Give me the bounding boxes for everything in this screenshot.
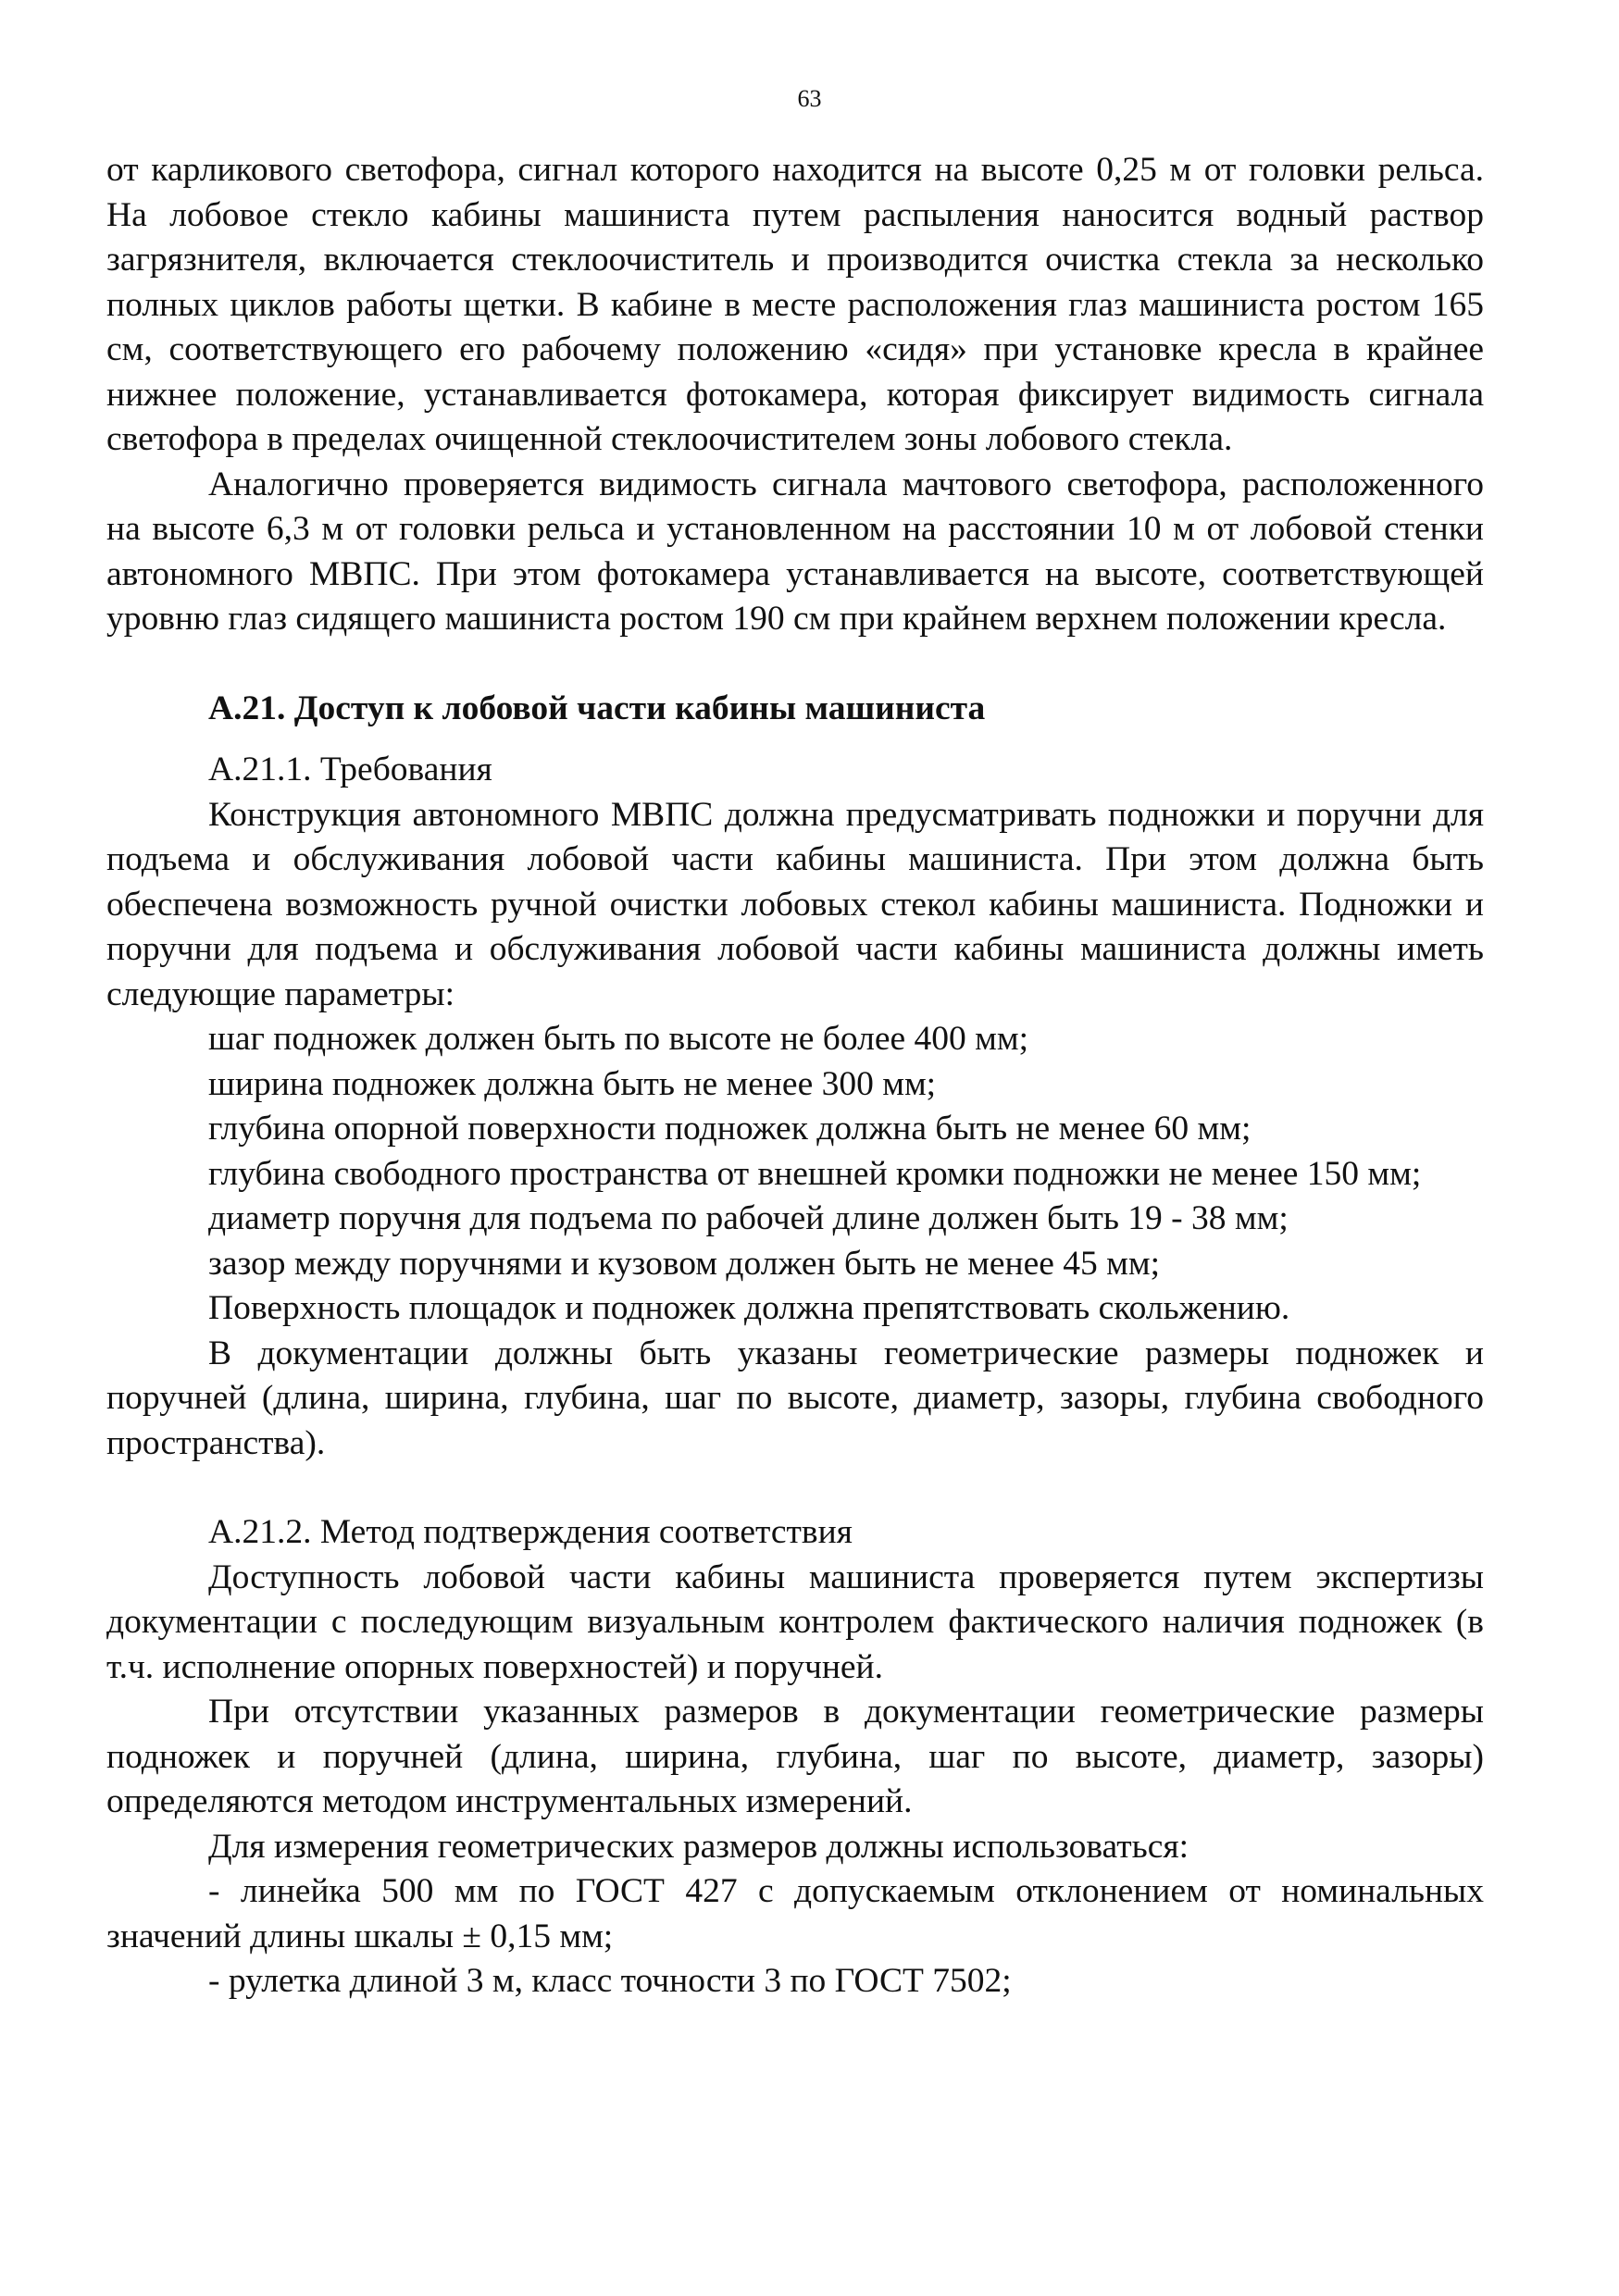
tool-item: - рулетка длиной 3 м, класс точности 3 по ГОСТ 7502; bbox=[208, 1962, 1012, 2000]
tool-item: - линейка 500 мм по ГОСТ 427 с допускаемым отклонением от номинальных значений длины шкалы ± 0,15 мм; bbox=[106, 1872, 1484, 1955]
section-heading: А.21. Доступ к лобовой части кабины машиниста bbox=[208, 689, 986, 727]
requirement-item: глубина свободного пространства от внешней кромки подножки не менее 150 мм; bbox=[208, 1154, 1422, 1193]
subsection-title: А.21.2. Метод подтверждения соответствия bbox=[208, 1513, 853, 1551]
page-number: 63 bbox=[797, 85, 822, 112]
paragraph: Доступность лобовой части кабины машиниста проверяется путем экспертизы документации с последующим визуальным контролем фактического наличия подножек (в т.ч. исполнение опорных поверхностей) и поручней. bbox=[106, 1558, 1484, 1686]
requirement-item: Поверхность площадок и подножек должна препятствовать скольжению. bbox=[208, 1289, 1290, 1327]
requirement-item: диаметр поручня для подъема по рабочей длине должен быть 19 - 38 мм; bbox=[208, 1199, 1289, 1237]
paragraph: Для измерения геометрических размеров должны использоваться: bbox=[208, 1827, 1189, 1866]
requirement-item: глубина опорной поверхности подножек должна быть не менее 60 мм; bbox=[208, 1110, 1252, 1148]
subsection-title: А.21.1. Требования bbox=[208, 751, 492, 788]
paragraph: от карликового светофора, сигнал которого находится на высоте 0,25 м от головки рельса. На лобовое стекло кабины машиниста путем распыления наносится водный раствор загрязнителя, включается стеклоочиститель и производится очистка стекла за несколько полных циклов работы щетки. В кабине в месте расположения глаз машиниста ростом 165 см, соответствующего его рабочему положению «сидя» при установке кресла в крайнее нижнее положение, устанавливается фотокамера, которая фиксирует видимость сигнала светофора в пределах очищенной стеклоочистителем зоны лобового стекла. bbox=[106, 151, 1484, 458]
requirement-item: зазор между поручнями и кузовом должен быть не менее 45 мм; bbox=[208, 1244, 1161, 1283]
paragraph: Конструкция автономного МВПС должна предусматривать подножки и поручни для подъема и обслуживания лобовой части кабины машиниста. При этом должна быть обеспечена возможность ручной очистки лобовых стекол кабины машиниста. Подножки и поручни для подъема и обслуживания лобовой части кабины машиниста должны иметь следующие параметры: bbox=[106, 795, 1484, 1013]
paragraph: При отсутствии указанных размеров в документации геометрические размеры подножек и поручней (длина, ширина, глубина, шаг по высоте, диаметр, зазоры) определяются методом инструментальных измерений. bbox=[106, 1693, 1484, 1820]
paragraph: Аналогично проверяется видимость сигнала мачтового светофора, расположенного на высоте 6,3 м от головки рельса и установленном на расстоянии 10 м от лобовой стенки автономного МВПС. При этом фотокамера устанавливается на высоте, соответствующей уровню глаз сидящего машиниста ростом 190 см при крайнем верхнем положении кресла. bbox=[106, 465, 1484, 638]
document-body bbox=[106, 148, 1484, 2004]
paragraph: В документации должны быть указаны геометрические размеры подножек и поручней (длина, ширина, глубина, шаг по высоте, диаметр, зазоры, глубина свободного пространства). bbox=[106, 1334, 1484, 1462]
requirement-item: ширина подножек должна быть не менее 300 мм; bbox=[208, 1064, 937, 1103]
requirement-item: шаг подножек должен быть по высоте не более 400 мм; bbox=[208, 1020, 1029, 1058]
